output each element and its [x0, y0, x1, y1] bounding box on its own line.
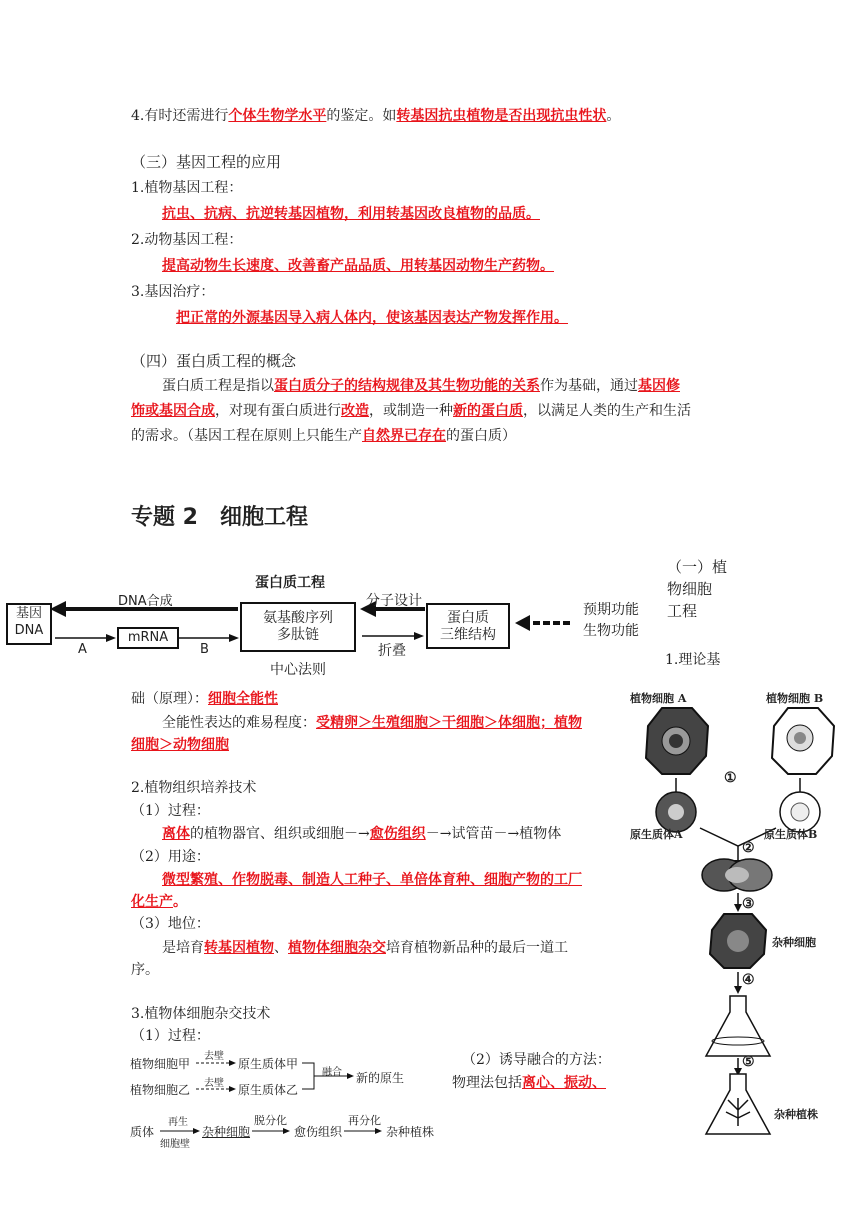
sec4-key: 自然界已存在 [362, 428, 446, 444]
somatic-hybrid-title: 3.植物体细胞杂交技术 [131, 1006, 271, 1022]
sec4-text: 作为基础，通过 [540, 378, 638, 394]
status-text: 、 [274, 940, 288, 956]
sec3-answer-3: 把正常的外源基因导入病人体内，使该基因表达产物发挥作用。 [176, 310, 568, 326]
sec4-line-2 [131, 401, 691, 421]
status-text: 是培育 [162, 940, 204, 956]
sec4-key: 基因修 [638, 378, 680, 394]
line4-key-b: 转基因抗虫植物是否出现抗虫性状 [396, 108, 607, 124]
sec3-answer-1: 抗虫、抗病、抗逆转基因植物，利用转基因改良植物的品质。 [162, 206, 540, 222]
plant-cell-a: 植物细胞甲 [130, 1057, 191, 1071]
wall-removal-label-1: 去壁 [204, 1051, 224, 1062]
use-line-1: 微型繁殖、作物脱毒、制造人工种子、单倍体育种、细胞产物的工厂 [162, 872, 582, 888]
line4-text-b: 的鉴定。如 [326, 108, 397, 124]
use-end: 。 [173, 894, 187, 910]
sec4-text: 蛋白质工程是指以 [162, 378, 274, 394]
folding-label: 折叠 [378, 643, 406, 659]
fusion-method-text: 物理法包括 [452, 1075, 522, 1091]
step-5-label: ⑤ [742, 1054, 755, 1070]
protein-3d-structure-box: 蛋白质 三维结构 [426, 603, 510, 649]
principle-key: 细胞全能性 [208, 691, 278, 707]
sec4-text: 的需求。（基因工程在原则上只能生产 [131, 428, 362, 444]
expected-function-label: 预期功能 生物功能 [583, 602, 639, 639]
wall-removal-label-2: 去壁 [204, 1078, 224, 1089]
process-line [162, 824, 561, 844]
topic-2-heading: 专题 2 细胞工程 [131, 505, 308, 530]
fusion-method-label: （2）诱导融合的方法： [462, 1052, 611, 1068]
hybrid-plant-label: 杂种植株 [386, 1125, 435, 1139]
totipotency-label: 全能性表达的难易程度： [162, 715, 316, 731]
process-label: （1）过程： [131, 803, 210, 819]
arrow-label-b: B [200, 642, 209, 657]
line-4 [131, 106, 620, 126]
sec4-key: 蛋白质分子的结构规律及其生物功能的关系 [274, 378, 540, 394]
regenerate-label: 再生 [168, 1117, 188, 1128]
side-heading: （一）植 物细胞 工程 [667, 558, 728, 620]
sec4-text: ，以满足人类的生产和生活 [523, 403, 691, 419]
cell-b-label: 植物细胞 B [766, 692, 824, 705]
section-3-title: （三）基因工程的应用 [131, 153, 282, 171]
status-key: 植物体细胞杂交 [288, 940, 386, 956]
totipotency-line-1 [162, 713, 582, 733]
use-line-2 [131, 892, 187, 912]
cell-wall-label: 细胞壁 [160, 1139, 190, 1150]
totipotency-key: 受精卵＞生殖细胞＞干细胞＞体细胞；植物 [316, 715, 582, 731]
diagram-title: 蛋白质工程 [255, 575, 325, 591]
sec3-item-3: 3.基因治疗： [131, 284, 215, 300]
line4-key-a: 个体生物学水平 [228, 108, 327, 124]
amino-acid-sequence-box: 氨基酸序列 多肽链 [240, 602, 356, 652]
protein-engineering-diagram [0, 566, 660, 686]
hybrid-cell-label: 杂种细胞 [202, 1125, 251, 1139]
sec4-key: 饰或基因合成 [131, 403, 215, 419]
sec4-key: 改造 [341, 403, 369, 419]
hybridization-figure [628, 686, 848, 1146]
status-line-1 [162, 938, 568, 958]
side-basis-text: 1.理论基 [665, 652, 721, 668]
fusion-method-key: 离心、振动、 [522, 1075, 606, 1091]
process-text: 的植物器官、组织或细胞－→ [190, 826, 370, 842]
protoplast-b-label: 原生质体B [764, 828, 818, 841]
sec4-key: 新的蛋白质 [453, 403, 523, 419]
sec4-line-3 [131, 426, 516, 446]
molecular-design-label: 分子设计 [366, 593, 422, 609]
protoplast-b: 原生质体乙 [238, 1083, 299, 1097]
step-2-label: ② [742, 840, 755, 856]
dna-synthesis-label: DNA合成 [118, 594, 173, 609]
sec3-item-1: 1.植物基因工程： [131, 180, 243, 196]
gene-dna-box: 基因 DNA [6, 603, 52, 645]
totipotency-line-2: 细胞＞动物细胞 [131, 737, 229, 753]
status-key: 转基因植物 [204, 940, 274, 956]
use-label: （2）用途： [131, 849, 210, 865]
sec4-line-1 [162, 376, 680, 396]
dedifferentiation-label: 脱分化 [254, 1114, 287, 1127]
principle-line [131, 689, 278, 709]
status-text: 培育植物新品种的最后一道工 [386, 940, 568, 956]
hybrid-process-label: （1）过程： [131, 1028, 210, 1044]
step-1-label: ① [724, 770, 737, 786]
process-key: 愈伤组织 [369, 826, 426, 842]
protoplast-body-label: 质体 [130, 1125, 155, 1139]
mrna-box: mRNA [117, 627, 179, 649]
line4-text-c: 。 [606, 108, 621, 124]
line4-text-a: 4.有时还需进行 [131, 108, 229, 124]
arrow-label-a: A [78, 642, 87, 657]
plant-cell-b: 植物细胞乙 [130, 1083, 191, 1097]
hybrid-cell-fig-label: 杂种细胞 [772, 936, 816, 949]
hybrid-plant-fig-label: 杂种植株 [774, 1108, 818, 1121]
status-line-2: 序。 [131, 962, 159, 978]
sec4-text: ，对现有蛋白质进行 [215, 403, 341, 419]
sec3-answer-2: 提高动物生长速度、改善畜产品品质、用转基因动物生产药物。 [162, 258, 554, 274]
somatic-hybrid-flow [128, 1045, 458, 1150]
use-key: 化生产 [131, 894, 173, 910]
sec3-item-2: 2.动物基因工程： [131, 232, 243, 248]
fusion-method-line [452, 1073, 606, 1093]
protoplast-a: 原生质体甲 [238, 1057, 299, 1071]
step-3-label: ③ [742, 896, 755, 912]
status-label: （3）地位： [131, 916, 210, 932]
process-text: －→试管苗－→植物体 [425, 826, 562, 842]
sec4-text: 的蛋白质） [446, 428, 516, 444]
protoplast-a-label: 原生质体A [630, 828, 683, 841]
step-4-label: ④ [742, 972, 755, 988]
section-4-title: （四）蛋白质工程的概念 [131, 352, 297, 370]
process-key: 离体 [162, 826, 190, 842]
callus-label: 愈伤组织 [294, 1125, 343, 1139]
sec4-text: ，或制造一种 [369, 403, 453, 419]
principle-label: 础（原理）： [131, 691, 208, 707]
tissue-culture-title: 2.植物组织培养技术 [131, 780, 257, 796]
central-dogma-label: 中心法则 [270, 662, 326, 678]
figure-drawing [628, 686, 848, 1146]
new-protoplast-label: 新的原生 [356, 1071, 405, 1085]
redifferentiation-label: 再分化 [348, 1114, 381, 1127]
fusion-label: 融合 [322, 1067, 342, 1078]
cell-a-label: 植物细胞 A [630, 692, 687, 705]
